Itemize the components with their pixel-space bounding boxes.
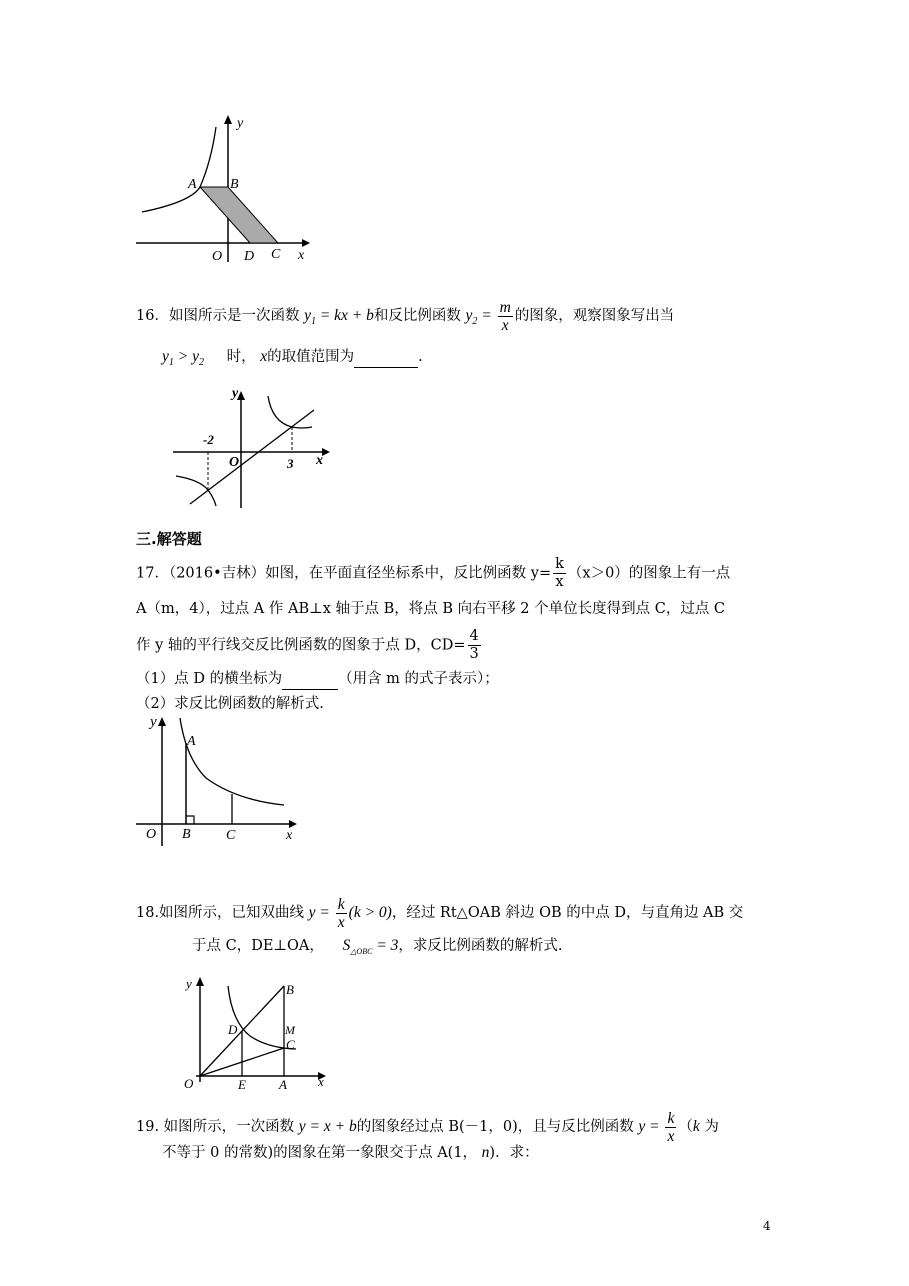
fig18-label-e: E bbox=[238, 1077, 246, 1092]
q19-k-var: k bbox=[692, 1118, 700, 1136]
q19-inv-lhs: y = bbox=[638, 1118, 664, 1136]
q18-hyperbola-formula bbox=[308, 896, 392, 931]
q16-cond-a-sub: 1 bbox=[168, 357, 174, 369]
question-16-line-2 bbox=[162, 347, 423, 373]
q17-line1b: （x＞0）的图象上有一点 bbox=[567, 565, 731, 582]
q19-frac-num: k bbox=[667, 1110, 675, 1127]
figure-18-triangle bbox=[178, 972, 330, 1092]
q17-line3: 作 y 轴的平行线交反比例函数的图象于点 D，CD= bbox=[136, 637, 466, 654]
fig18-label-c: C bbox=[286, 1037, 295, 1052]
hyperbola-third-quadrant bbox=[176, 476, 216, 506]
q17-cd-num: 4 bbox=[469, 628, 479, 644]
figure-16-graphs bbox=[168, 380, 333, 510]
fig18-y-label: y bbox=[186, 976, 192, 991]
q17-frac-den: x bbox=[555, 574, 564, 590]
fig18-label-b: B bbox=[286, 982, 294, 997]
q16-text-1: 如图所示是一次函数 bbox=[168, 308, 300, 325]
y-axis-arrow bbox=[224, 115, 232, 124]
q17-line1a: 17．（2016•吉林）如图，在平面直径坐标系中，反比例函数 y= bbox=[136, 565, 552, 582]
q17-fraction bbox=[553, 556, 566, 591]
q16-cond-op: > bbox=[173, 348, 193, 365]
fig16-x-label: x bbox=[316, 453, 323, 468]
fig17-label-c: C bbox=[226, 828, 236, 843]
q16-f2-sub: 2 bbox=[472, 316, 478, 328]
q18-l2b: ，求反比例函数的解析式. bbox=[398, 938, 563, 954]
fig16-y-label: y bbox=[232, 386, 239, 401]
fig15-label-b: B bbox=[230, 177, 239, 192]
q16-linear-formula bbox=[304, 307, 374, 328]
q18-fraction bbox=[336, 896, 347, 931]
q17-answer-blank[interactable] bbox=[282, 669, 338, 690]
fig16-neg2-label: -2 bbox=[203, 432, 214, 447]
q16-text-4: 时， bbox=[226, 349, 256, 365]
fig15-label-c: C bbox=[271, 247, 281, 262]
y-axis-arrow bbox=[196, 977, 204, 986]
x-axis-arrow bbox=[302, 239, 310, 247]
question-17-line-3 bbox=[136, 628, 483, 663]
q18-l1b: ，经过 Rt△OAB 斜边 OB 的中点 D，与直角边 AB 交 bbox=[391, 905, 744, 922]
q17-cd-den: 3 bbox=[469, 646, 479, 662]
q18-l1a: 18.如图所示，已知双曲线 bbox=[136, 905, 305, 922]
question-19-line-1 bbox=[136, 1110, 719, 1145]
q16-frac-num: m bbox=[499, 299, 511, 316]
q19-l2a: 不等于 0 的常数)的图象在第一象限交于点 A(1， bbox=[162, 1145, 478, 1161]
fig18-label-o: O bbox=[184, 1076, 194, 1091]
fig17-label-o: O bbox=[146, 827, 157, 842]
fig16-three-label: 3 bbox=[287, 456, 294, 471]
x-axis-arrow bbox=[289, 820, 297, 828]
fig18-label-a: A bbox=[279, 1077, 287, 1092]
question-17-part-1 bbox=[136, 669, 499, 690]
question-17-line-1 bbox=[136, 556, 730, 591]
q16-text-3: 的图象，观察图象写出当 bbox=[514, 308, 675, 325]
q17-p1b: （用含 m 的式子表示）； bbox=[338, 671, 499, 687]
x-axis-arrow bbox=[322, 448, 330, 456]
q16-frac-den: x bbox=[501, 317, 509, 334]
q16-f2-eq: = bbox=[477, 307, 496, 325]
fig15-label-d: D bbox=[244, 249, 255, 264]
hyperbola-curve bbox=[180, 718, 284, 805]
q18-area-lhs: S bbox=[342, 937, 351, 954]
q18-hyp-cond: (k > 0) bbox=[348, 904, 392, 922]
figure-17-hyperbola bbox=[136, 708, 306, 848]
fig18-x-label: x bbox=[318, 1074, 324, 1089]
fig15-y-label: y bbox=[237, 116, 244, 131]
q18-frac-den: x bbox=[337, 914, 345, 931]
q16-fraction bbox=[498, 299, 513, 334]
page-number: 4 bbox=[763, 1219, 771, 1233]
q18-area-sub: △OBC bbox=[350, 947, 373, 957]
q19-l1d: 为 bbox=[699, 1119, 719, 1136]
fig15-x-label: x bbox=[298, 248, 305, 263]
q19-l2b: )．求： bbox=[489, 1145, 539, 1161]
question-19-line-2 bbox=[162, 1143, 539, 1163]
q16-f2-lhs: y bbox=[465, 307, 473, 325]
fig17-label-a: A bbox=[187, 734, 196, 749]
question-16-line-1 bbox=[136, 299, 674, 334]
question-18-line-1 bbox=[136, 896, 743, 931]
fig17-x-label: x bbox=[286, 828, 293, 843]
figure-15-parallelogram bbox=[136, 112, 311, 264]
q16-cond-b: y bbox=[192, 348, 199, 365]
q16-cond-b-sub: 2 bbox=[199, 357, 204, 369]
q16-inverse-formula bbox=[465, 299, 515, 334]
q19-l1b: 的图象经过点 B(－1，0)，且与反比例函数 bbox=[356, 1119, 634, 1136]
fig18-label-d: D bbox=[228, 1022, 238, 1037]
q17-cd-fraction bbox=[468, 628, 481, 663]
y-axis-arrow bbox=[158, 717, 166, 726]
fig17-y-label: y bbox=[150, 714, 157, 730]
fig16-o-label: O bbox=[229, 455, 240, 470]
q16-f1-lhs: y bbox=[304, 307, 311, 325]
q16-text-6: . bbox=[418, 349, 423, 365]
question-17-part-2: （2）求反比例函数的解析式. bbox=[136, 696, 324, 712]
hyperbola-branch bbox=[142, 127, 216, 212]
fig15-label-a: A bbox=[188, 177, 197, 192]
q19-n-var: n bbox=[481, 1144, 490, 1161]
q19-linear-formula: y = x + b bbox=[298, 1118, 357, 1136]
hyperbola-first-quadrant bbox=[268, 396, 312, 428]
q16-answer-blank[interactable] bbox=[354, 347, 418, 368]
q16-f1-rhs: = kx + b bbox=[315, 307, 374, 325]
q17-p1a: （1）点 D 的横坐标为 bbox=[136, 671, 283, 687]
fig17-label-b: B bbox=[182, 827, 191, 842]
q16-text-5: 的取值范围为 bbox=[267, 349, 355, 365]
fig18-label-m: M bbox=[285, 1023, 295, 1037]
q19-frac-den: x bbox=[667, 1128, 675, 1145]
q16-cond-a: y bbox=[162, 348, 169, 365]
q18-frac-num: k bbox=[337, 896, 345, 913]
q19-fraction bbox=[665, 1110, 676, 1145]
parallelogram-abcd bbox=[200, 187, 278, 243]
q18-area-formula bbox=[342, 937, 399, 957]
question-18-line-2 bbox=[192, 936, 563, 962]
section-heading: 三.解答题 bbox=[136, 530, 202, 548]
q19-l1a: 19. 如图所示，一次函数 bbox=[136, 1119, 295, 1136]
q18-area-rhs: = 3 bbox=[372, 937, 399, 954]
q19-l1c: （ bbox=[678, 1119, 693, 1136]
q16-var-x: x bbox=[260, 348, 268, 365]
q18-l2a: 于点 C，DE⊥OA， bbox=[192, 938, 324, 954]
q16-text-2: 和反比例函数 bbox=[373, 308, 461, 325]
question-17-line-2: A（m，4），过点 A 作 AB⊥x 轴于点 B，将点 B 向右平移 2 个单位长度得到点 C，过点 C bbox=[136, 601, 726, 617]
right-angle-mark bbox=[186, 816, 194, 824]
q18-hyp-lhs: y = bbox=[308, 904, 334, 922]
fig15-label-o: O bbox=[212, 249, 223, 264]
q16-condition bbox=[162, 348, 204, 369]
q16-f1-sub: 1 bbox=[310, 316, 316, 328]
q17-frac-num: k bbox=[555, 556, 564, 572]
q16-number: 16． bbox=[136, 308, 169, 325]
q19-inverse-formula bbox=[638, 1110, 678, 1145]
